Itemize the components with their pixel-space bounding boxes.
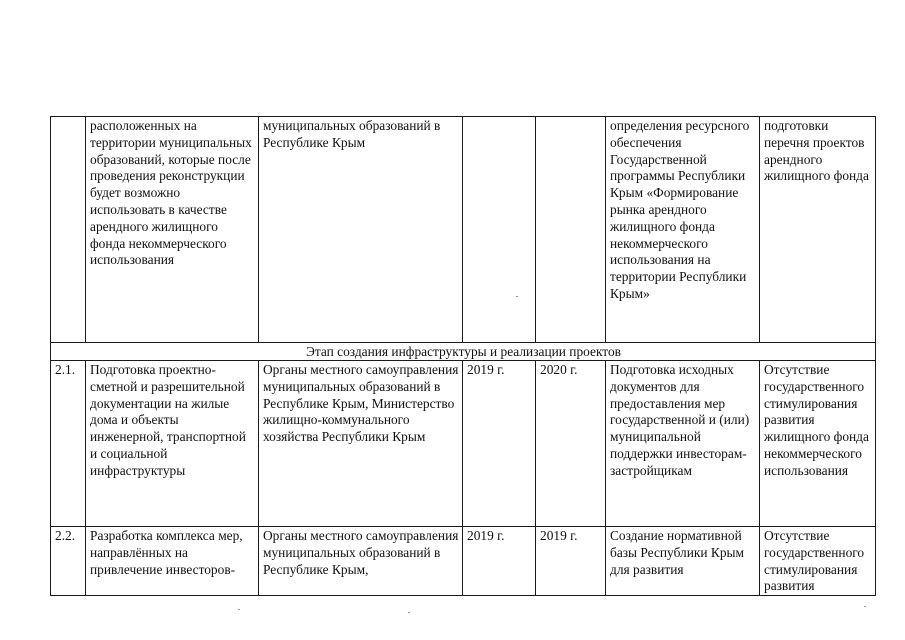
consequence: подготовки перечня проектов арендного жилищного фонда: [760, 117, 876, 343]
table-row: [51, 117, 876, 343]
row-number: [51, 117, 86, 343]
row-number: 2.1.: [51, 361, 86, 527]
end-year: 2020 г.: [536, 361, 606, 527]
row-number: 2.2.: [51, 527, 86, 596]
activity-name: расположенных на территории муниципальных образований, которые после проведения реконструкции будет возможно использовать в качестве арендного жилищного фонда некоммерческого использования: [86, 117, 259, 343]
program-table: [50, 116, 876, 596]
activity-name: Разработка комплекса мер, направлённых на привлечение инвесторов-: [86, 527, 259, 596]
scan-speck: [238, 609, 240, 610]
scan-speck: [408, 612, 410, 613]
table-row: [51, 361, 876, 527]
consequence: Отсутствие государственного стимулирования развития: [760, 527, 876, 596]
start-year: [463, 117, 536, 343]
scan-speck: [864, 606, 866, 607]
executor: Органы местного самоуправления муниципальных образований в Республике Крым,: [259, 527, 463, 596]
activity-name: Подготовка проектно-сметной и разрешительной документации на жилые дома и объекты инженерной, транспортной и социальной инфраструктуры: [86, 361, 259, 527]
expected-result: Подготовка исходных документов для предоставления мер государственной и (или) муниципальной поддержки инвесторам-застройщикам: [606, 361, 760, 527]
stage-title: Этап создания инфраструктуры и реализации проектов: [51, 343, 876, 361]
executor: муниципальных образований в Республике Крым: [259, 117, 463, 343]
expected-result: Создание нормативной базы Республики Крым для развития: [606, 527, 760, 596]
start-year: 2019 г.: [463, 361, 536, 527]
expected-result: определения ресурсного обеспечения Государственной программы Республики Крым «Формирование рынка арендного жилищного фонда некоммерческого использования на территории Республики Крым»: [606, 117, 760, 343]
end-year: 2019 г.: [536, 527, 606, 596]
table-row: [51, 527, 876, 596]
end-year: [536, 117, 606, 343]
stage-row: [51, 343, 876, 361]
start-year: 2019 г.: [463, 527, 536, 596]
scan-speck: [516, 296, 518, 297]
executor: Органы местного самоуправления муниципальных образований в Республике Крым, Министерство жилищно-коммунального хозяйства Республики Крым: [259, 361, 463, 527]
consequence: Отсутствие государственного стимулирования развития жилищного фонда некоммерческого использования: [760, 361, 876, 527]
